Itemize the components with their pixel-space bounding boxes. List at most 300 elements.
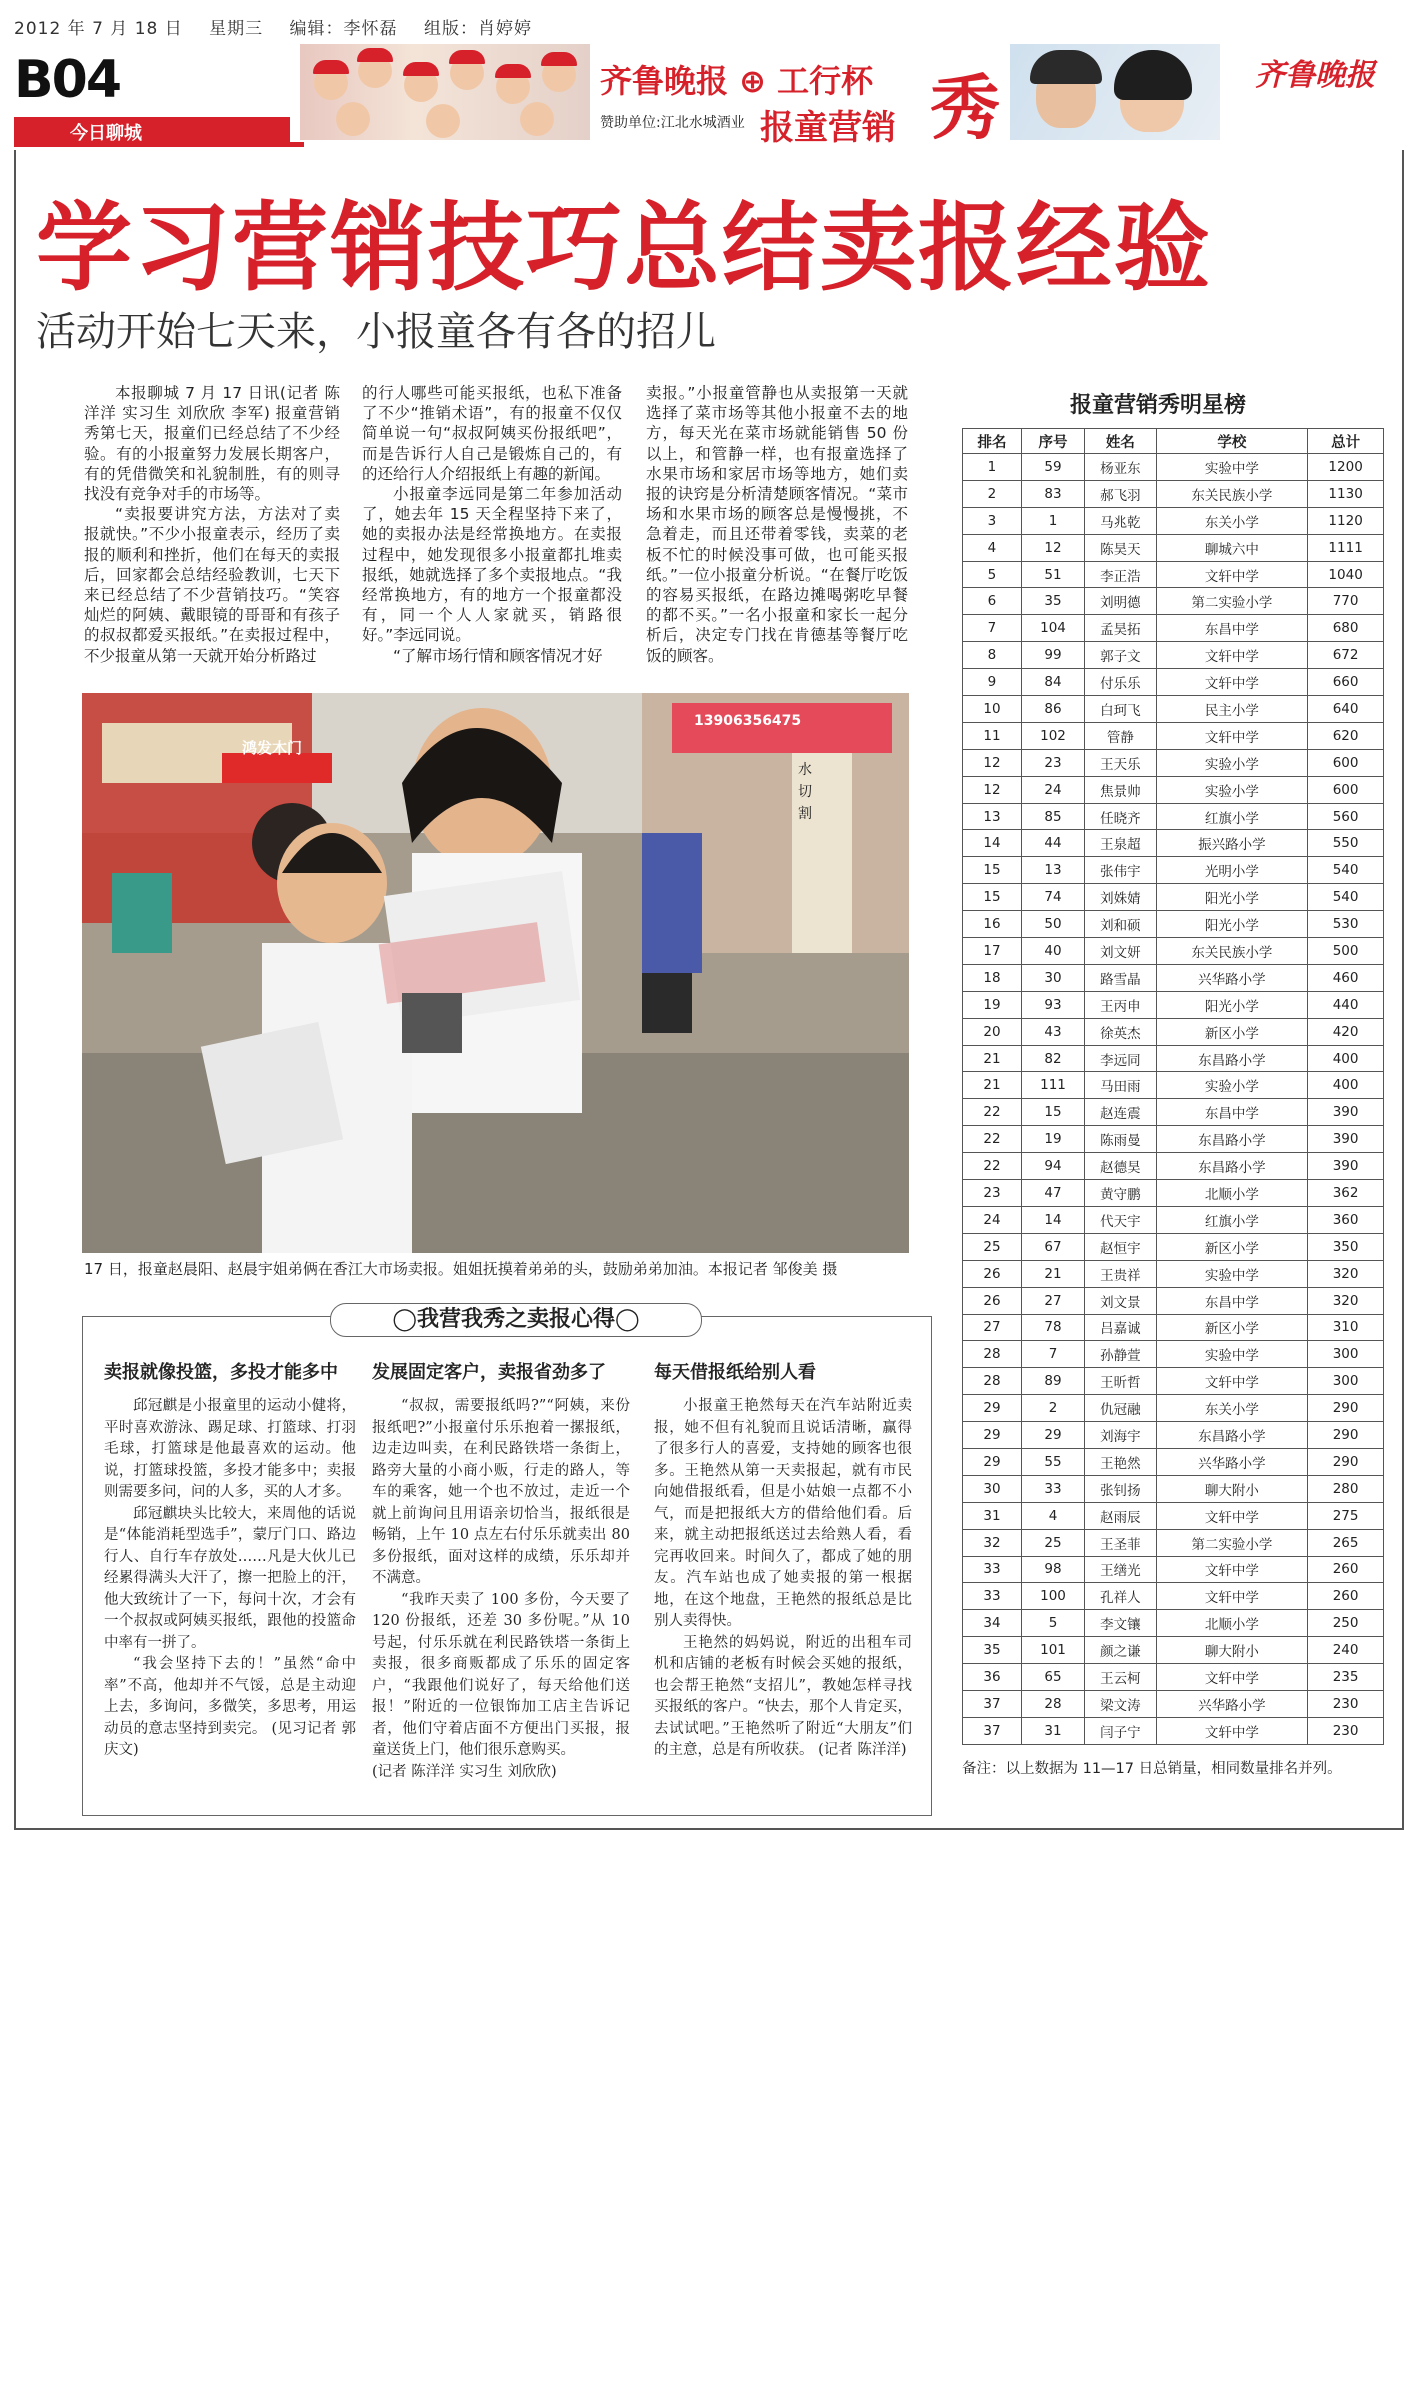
table-cell: 文轩中学 [1156, 1556, 1308, 1583]
table-cell: 540 [1308, 884, 1384, 911]
table-cell: 9 [963, 669, 1022, 696]
table-row [963, 1717, 1384, 1744]
table-cell: 阳光小学 [1156, 991, 1308, 1018]
table-row [963, 1448, 1384, 1475]
photo-vertical-sign: 水 切 割 [798, 762, 812, 822]
banner-kids-photo [300, 44, 590, 140]
table-cell: 36 [963, 1664, 1022, 1691]
article-paragraph: 的行人哪些可能买报纸，也私下准备了不少“推销术语”，有的报童不仅仅简单说一句“叔叔阿姨买份报纸吧”，而是告诉行人自己是锻炼自己的，有的还给行人介绍报纸上有趣的新闻。 [362, 384, 622, 483]
table-cell: 25 [1021, 1529, 1084, 1556]
table-cell: 15 [1021, 1099, 1084, 1126]
table-cell: 23 [1021, 749, 1084, 776]
table-cell: 12 [963, 749, 1022, 776]
article-paragraph: “卖报要讲究方法，方法对了卖报就快。”不少小报童表示，经历了卖报的顺利和挫折，他们在每天的卖报后，回家都会总结经验教训，七天下来已经总结了不少营销技巧。“笑容灿烂的阿姨、戴眼镜的哥哥和有孩子的叔叔都爱买报纸。”在卖报过程中，不少报童从第一天就开始分析路过 [84, 505, 340, 665]
table-cell: 350 [1308, 1233, 1384, 1260]
table-row [963, 991, 1384, 1018]
box-paragraph: 邱冠麒是小报童里的运动小健将，平时喜欢游泳、踢足球、打篮球、打羽毛球，打篮球是他最喜欢的运动。他说，打篮球投篮，多投才能多中；卖报则需要多问，问的人多，买的人才多。 [104, 1398, 356, 1500]
table-cell: 赵雨辰 [1085, 1502, 1157, 1529]
table-cell: 600 [1308, 749, 1384, 776]
table-cell: 张伟宇 [1085, 857, 1157, 884]
table-cell: 620 [1308, 722, 1384, 749]
table-cell: 实验中学 [1156, 454, 1308, 481]
section-bar [14, 117, 304, 147]
table-cell: 35 [1021, 588, 1084, 615]
table-cell: 600 [1308, 776, 1384, 803]
table-cell: 东昌路小学 [1156, 1045, 1308, 1072]
table-cell: 黄守鹏 [1085, 1180, 1157, 1207]
table-cell: 500 [1308, 938, 1384, 965]
table-cell: 梁文涛 [1085, 1690, 1157, 1717]
article-paragraph: “了解市场行情和顾客情况才好 [393, 646, 603, 665]
table-cell: 21 [963, 1045, 1022, 1072]
headline: 学习营销技巧总结卖报经验 [36, 192, 1212, 304]
table-cell: 兴华路小学 [1156, 964, 1308, 991]
table-cell: 230 [1308, 1690, 1384, 1717]
table-cell: 阳光小学 [1156, 884, 1308, 911]
table-cell: 王天乐 [1085, 749, 1157, 776]
table-cell: 民主小学 [1156, 696, 1308, 723]
table-row [963, 857, 1384, 884]
table-cell: 15 [963, 857, 1022, 884]
photo-phone-sign: 13906356475 [694, 713, 802, 729]
table-cell: 文轩中学 [1156, 1502, 1308, 1529]
box-paragraph: (记者 陈洋洋 实习生 刘欣欣) [372, 1763, 557, 1780]
table-row [963, 1664, 1384, 1691]
table-row [963, 1018, 1384, 1045]
table-row [963, 830, 1384, 857]
table-cell: 390 [1308, 1126, 1384, 1153]
table-cell: 33 [963, 1583, 1022, 1610]
table-cell: 84 [1021, 669, 1084, 696]
table-cell: 24 [963, 1206, 1022, 1233]
table-row [963, 480, 1384, 507]
table-row [963, 1502, 1384, 1529]
table-cell: 362 [1308, 1180, 1384, 1207]
table-cell: 28 [963, 1368, 1022, 1395]
table-cell: 320 [1308, 1260, 1384, 1287]
banner-sponsor: 赞助单位:江北水城酒业 [600, 115, 745, 131]
table-cell: 文轩中学 [1156, 722, 1308, 749]
table-cell: 王圣菲 [1085, 1529, 1157, 1556]
section-label: 今日聊城 [70, 123, 142, 144]
table-cell: 74 [1021, 884, 1084, 911]
table-cell: 17 [963, 938, 1022, 965]
table-cell: 21 [1021, 1260, 1084, 1287]
table-cell: 实验小学 [1156, 749, 1308, 776]
table-cell: 24 [1021, 776, 1084, 803]
table-cell: 孔祥人 [1085, 1583, 1157, 1610]
box-column-2-head: 发展固定客户，卖报省劲多了 [372, 1362, 606, 1383]
table-cell: 30 [1021, 964, 1084, 991]
table-cell: 26 [963, 1260, 1022, 1287]
table-cell: 390 [1308, 1153, 1384, 1180]
table-cell: 王缮光 [1085, 1556, 1157, 1583]
table-cell: 400 [1308, 1072, 1384, 1099]
ranking-note: 备注：以上数据为 11—17 日总销量，相同数量排名并列。 [962, 1761, 1342, 1777]
table-cell: 王云柯 [1085, 1664, 1157, 1691]
table-cell: 7 [963, 615, 1022, 642]
table-cell: 10 [963, 696, 1022, 723]
table-row [963, 696, 1384, 723]
table-cell: 实验小学 [1156, 1072, 1308, 1099]
table-cell: 光明小学 [1156, 857, 1308, 884]
photo-shop-sign: 鸿发木门 [242, 739, 303, 757]
table-cell: 680 [1308, 615, 1384, 642]
article-paragraph: 卖报。”小报童管静也从卖报第一天就选择了菜市场等其他小报童不去的地方，每天光在菜市场就能销售 50 份以上，和管静一样，也有报童选择了水果市场和家居市场等地方，她们卖报的诀窍是分析清楚顾客情况。“菜市场和水果市场的顾客总是慢慢挑，不急着走，而且还带着零钱，卖菜的老板不忙的时候没事可做，也可能买报纸。”一位小报童分析说。“在餐厅吃饭的容易买报纸，在路边摊喝粥吃早餐的都不买。”一名小报童和家长一起分析后，决定专门找在肯德基等餐厅吃饭的顾客。 [646, 384, 908, 665]
banner-title: 齐鲁晚报 ⊕ 工行杯 [600, 62, 874, 100]
table-cell: 240 [1308, 1637, 1384, 1664]
table-cell: 14 [1021, 1206, 1084, 1233]
table-cell: 赵恒宇 [1085, 1233, 1157, 1260]
table-cell: 94 [1021, 1153, 1084, 1180]
table-cell: 26 [963, 1287, 1022, 1314]
banner-xiu-glyph: 秀 [930, 66, 1000, 149]
table-cell: 40 [1021, 938, 1084, 965]
table-row [963, 1072, 1384, 1099]
table-row [963, 1529, 1384, 1556]
table-cell: 99 [1021, 642, 1084, 669]
table-cell: 王泉超 [1085, 830, 1157, 857]
table-cell: 101 [1021, 1637, 1084, 1664]
table-row [963, 1637, 1384, 1664]
table-row [963, 1583, 1384, 1610]
table-cell: 89 [1021, 1368, 1084, 1395]
table-row [963, 1690, 1384, 1717]
table-cell: 北顺小学 [1156, 1180, 1308, 1207]
table-row [963, 911, 1384, 938]
table-cell: 25 [963, 1233, 1022, 1260]
issue-date: 2012 年 7 月 18 日 [14, 19, 183, 39]
table-cell: 550 [1308, 830, 1384, 857]
table-cell: 2 [963, 480, 1022, 507]
table-cell: 6 [963, 588, 1022, 615]
table-cell: 马田雨 [1085, 1072, 1157, 1099]
table-cell: 颜之谦 [1085, 1637, 1157, 1664]
box-paragraph: 王艳然的妈妈说，附近的出租车司机和店铺的老板有时候会买她的报纸，也会帮王艳然“支招儿”，教她怎样寻找买报纸的客户。“快去，那个人肯定买，去试试吧。”王艳然听了附近“大朋友”们的主意，总是有所收获。 (记者 陈洋洋) [654, 1634, 912, 1758]
table-cell: 白珂飞 [1085, 696, 1157, 723]
table-cell: 马兆乾 [1085, 507, 1157, 534]
table-cell: 460 [1308, 964, 1384, 991]
table-cell: 聊城六中 [1156, 534, 1308, 561]
table-cell: 王昕哲 [1085, 1368, 1157, 1395]
table-cell: 20 [963, 1018, 1022, 1045]
table-cell: 640 [1308, 696, 1384, 723]
box-paragraph: “我昨天卖了 100 多份，今天要了 120 份报纸，还差 30 多份呢。”从 10 号起，付乐乐就在利民路铁塔一条街上卖报，很多商贩都成了乐乐的固定客户，“我跟他们说好了，每天给他们送报！”附近的一位银饰加工店主告诉记者，他们守着店面不方便出门买报，报童送货上门，他们很乐意购买。 [372, 1591, 630, 1758]
table-cell: 兴华路小学 [1156, 1448, 1308, 1475]
table-cell: 560 [1308, 803, 1384, 830]
photo-caption: 17 日，报童赵晨阳、赵晨宇姐弟俩在香江大市场卖报。姐姐抚摸着弟弟的头，鼓励弟弟加油。本报记者 邹俊美 摄 [84, 1260, 838, 1278]
table-cell: 东关小学 [1156, 1395, 1308, 1422]
table-cell: 390 [1308, 1099, 1384, 1126]
table-cell: 22 [963, 1099, 1022, 1126]
table-cell: 孟昊拓 [1085, 615, 1157, 642]
table-row [963, 776, 1384, 803]
table-cell: 红旗小学 [1156, 1206, 1308, 1233]
article-column-2 [362, 383, 622, 666]
table-cell: 实验中学 [1156, 1341, 1308, 1368]
table-row [963, 1180, 1384, 1207]
table-cell: 红旗小学 [1156, 803, 1308, 830]
table-cell: 文轩中学 [1156, 642, 1308, 669]
table-cell: 32 [963, 1529, 1022, 1556]
table-cell: 265 [1308, 1529, 1384, 1556]
layout-credit: 组版：肖婷婷 [423, 19, 532, 39]
table-cell: 420 [1308, 1018, 1384, 1045]
table-cell: 29 [963, 1422, 1022, 1449]
table-cell: 29 [963, 1448, 1022, 1475]
table-cell: 250 [1308, 1610, 1384, 1637]
ranking-title: 报童营销秀明星榜 [1070, 393, 1247, 418]
banner-children-photo [1010, 44, 1220, 140]
table-cell: 37 [963, 1717, 1022, 1744]
article-paragraph: 小报童李远同是第二年参加活动了，她去年 15 天全程坚持下来了，她的卖报办法是经常换地方。在卖报过程中，她发现很多小报童都扎堆卖报纸，她就选择了多个卖报地点。“我经常换地方，有的地方一个报童都没有，同一个人人家就买，销路很好。”李远同说。 [362, 485, 622, 645]
table-row [963, 642, 1384, 669]
table-cell: 770 [1308, 588, 1384, 615]
box-paragraph: “我会坚持下去的！”虽然“命中率”不高，他却并不气馁，总是主动迎上去，多询问，多微笑，多思考，用运动员的意志坚持到卖完。 (见习记者 郭庆文) [104, 1656, 356, 1758]
table-row [963, 964, 1384, 991]
table-cell: 23 [963, 1180, 1022, 1207]
table-cell: 新区小学 [1156, 1018, 1308, 1045]
table-row [963, 749, 1384, 776]
article-column-1 [84, 383, 340, 666]
table-cell: 1111 [1308, 534, 1384, 561]
table-cell: 280 [1308, 1475, 1384, 1502]
newspaper-logo: 齐鲁晚报 [1255, 58, 1375, 93]
table-cell: 代天宇 [1085, 1206, 1157, 1233]
table-cell: 李正浩 [1085, 561, 1157, 588]
ranking-header-cell: 姓名 [1085, 429, 1157, 454]
table-cell: 北顺小学 [1156, 1610, 1308, 1637]
table-cell: 55 [1021, 1448, 1084, 1475]
news-photo [82, 693, 909, 1253]
table-cell: 4 [1021, 1502, 1084, 1529]
ranking-header-cell: 排名 [963, 429, 1022, 454]
table-cell: 78 [1021, 1314, 1084, 1341]
table-cell: 聊大附小 [1156, 1475, 1308, 1502]
table-cell: 王贵祥 [1085, 1260, 1157, 1287]
weekday: 星期三 [209, 19, 264, 39]
table-cell: 33 [963, 1556, 1022, 1583]
table-cell: 18 [963, 964, 1022, 991]
table-cell: 530 [1308, 911, 1384, 938]
news-photo-drawing [82, 693, 909, 1253]
table-row [963, 938, 1384, 965]
table-cell: 文轩中学 [1156, 1664, 1308, 1691]
table-cell: 31 [1021, 1717, 1084, 1744]
table-cell: 43 [1021, 1018, 1084, 1045]
table-cell: 实验中学 [1156, 1260, 1308, 1287]
table-cell: 路雪晶 [1085, 964, 1157, 991]
table-cell: 660 [1308, 669, 1384, 696]
table-cell: 28 [1021, 1690, 1084, 1717]
table-cell: 11 [963, 722, 1022, 749]
table-cell: 22 [963, 1126, 1022, 1153]
table-cell: 300 [1308, 1368, 1384, 1395]
table-cell: 400 [1308, 1045, 1384, 1072]
table-cell: 28 [963, 1341, 1022, 1368]
table-cell: 15 [963, 884, 1022, 911]
table-cell: 杨亚东 [1085, 454, 1157, 481]
table-cell: 郭子文 [1085, 642, 1157, 669]
table-cell: 1200 [1308, 454, 1384, 481]
table-cell: 31 [963, 1502, 1022, 1529]
table-cell: 16 [963, 911, 1022, 938]
table-cell: 王丙申 [1085, 991, 1157, 1018]
table-cell: 260 [1308, 1556, 1384, 1583]
table-cell: 东昌路小学 [1156, 1153, 1308, 1180]
table-cell: 47 [1021, 1180, 1084, 1207]
table-row [963, 1126, 1384, 1153]
table-cell: 仇冠融 [1085, 1395, 1157, 1422]
table-cell: 85 [1021, 803, 1084, 830]
table-row [963, 803, 1384, 830]
box-column-3-head: 每天借报纸给别人看 [654, 1362, 816, 1383]
table-cell: 67 [1021, 1233, 1084, 1260]
table-cell: 260 [1308, 1583, 1384, 1610]
table-cell: 12 [963, 776, 1022, 803]
table-cell: 13 [963, 803, 1022, 830]
table-cell: 13 [1021, 857, 1084, 884]
box-column-1-head: 卖报就像投篮，多投才能多中 [104, 1362, 338, 1383]
page-code: B04 [14, 50, 120, 110]
dateline [14, 14, 552, 39]
table-cell: 86 [1021, 696, 1084, 723]
table-cell: 任晓齐 [1085, 803, 1157, 830]
table-cell: 吕嘉诚 [1085, 1314, 1157, 1341]
table-cell: 290 [1308, 1422, 1384, 1449]
table-row [963, 884, 1384, 911]
table-cell: 刘海宇 [1085, 1422, 1157, 1449]
table-cell: 阳光小学 [1156, 911, 1308, 938]
box-paragraph: 邱冠麒块头比较大，来周他的话说是“体能消耗型选手”，蒙厅门口、路边行人、自行车存放处……凡是大伙儿已经累得满头大汗了，擦一把脸上的汗，他大致统计了一下，每问十次，才会有一个叔叔或阿姨买报纸，跟他的投篮命中率有一拼了。 [104, 1505, 356, 1651]
table-cell: 93 [1021, 991, 1084, 1018]
table-cell: 37 [963, 1690, 1022, 1717]
table-cell: 闫子宁 [1085, 1717, 1157, 1744]
table-cell: 文轩中学 [1156, 1583, 1308, 1610]
table-cell: 刘明德 [1085, 588, 1157, 615]
table-cell: 235 [1308, 1664, 1384, 1691]
box-column-2 [372, 1396, 630, 1783]
table-cell: 29 [1021, 1422, 1084, 1449]
table-row [963, 615, 1384, 642]
table-row [963, 1341, 1384, 1368]
table-row [963, 1395, 1384, 1422]
table-row [963, 1153, 1384, 1180]
table-cell: 672 [1308, 642, 1384, 669]
table-cell: 3 [963, 507, 1022, 534]
table-cell: 刘姝婧 [1085, 884, 1157, 911]
table-cell: 50 [1021, 911, 1084, 938]
table-cell: 320 [1308, 1287, 1384, 1314]
table-cell: 275 [1308, 1502, 1384, 1529]
table-row [963, 1368, 1384, 1395]
table-row [963, 1287, 1384, 1314]
table-cell: 王艳然 [1085, 1448, 1157, 1475]
table-cell: 第二实验小学 [1156, 1529, 1308, 1556]
table-cell: 29 [963, 1395, 1022, 1422]
ranking-header-cell: 序号 [1021, 429, 1084, 454]
table-row [963, 1206, 1384, 1233]
table-cell: 徐英杰 [1085, 1018, 1157, 1045]
table-cell: 刘和硕 [1085, 911, 1157, 938]
table-row [963, 1610, 1384, 1637]
table-cell: 98 [1021, 1556, 1084, 1583]
table-cell: 刘文景 [1085, 1287, 1157, 1314]
table-cell: 44 [1021, 830, 1084, 857]
table-cell: 新区小学 [1156, 1233, 1308, 1260]
article-paragraph: 本报聊城 7 月 17 日讯(记者 陈洋洋 实习生 刘欣欣 李军) 报童营销秀第七天，报童们已经总结了不少经验。有的小报童努力发展长期客户，有的凭借微笑和礼貌制胜，有的则寻找没有竞争对手的市场等。 [84, 384, 340, 504]
ranking-header-cell: 总计 [1308, 429, 1384, 454]
table-cell: 65 [1021, 1664, 1084, 1691]
table-row [963, 1422, 1384, 1449]
table-cell: 东昌中学 [1156, 615, 1308, 642]
table-row [963, 1556, 1384, 1583]
table-cell: 兴华路小学 [1156, 1690, 1308, 1717]
table-cell: 300 [1308, 1341, 1384, 1368]
table-cell: 21 [963, 1072, 1022, 1099]
ranking-header-cell: 学校 [1156, 429, 1308, 454]
table-cell: 35 [963, 1637, 1022, 1664]
table-cell: 5 [963, 561, 1022, 588]
table-cell: 东昌路小学 [1156, 1422, 1308, 1449]
table-cell: 82 [1021, 1045, 1084, 1072]
table-cell: 东关小学 [1156, 507, 1308, 534]
table-cell: 东昌中学 [1156, 1287, 1308, 1314]
table-cell: 付乐乐 [1085, 669, 1157, 696]
table-cell: 陈雨曼 [1085, 1126, 1157, 1153]
table-cell: 102 [1021, 722, 1084, 749]
table-cell: 李远同 [1085, 1045, 1157, 1072]
table-cell: 12 [1021, 534, 1084, 561]
table-cell: 东关民族小学 [1156, 938, 1308, 965]
table-cell: 孙静萱 [1085, 1341, 1157, 1368]
table-row [963, 507, 1384, 534]
editor-credit: 编辑：李怀磊 [289, 19, 398, 39]
table-row [963, 454, 1384, 481]
table-cell: 1130 [1308, 480, 1384, 507]
banner-event-name: 报童营销 [760, 108, 896, 148]
table-cell: 440 [1308, 991, 1384, 1018]
table-cell: 东关民族小学 [1156, 480, 1308, 507]
table-cell: 8 [963, 642, 1022, 669]
table-cell: 290 [1308, 1448, 1384, 1475]
ranking-table [962, 428, 1384, 1745]
article-column-3 [646, 383, 908, 666]
table-cell: 张钊扬 [1085, 1475, 1157, 1502]
table-cell: 4 [963, 534, 1022, 561]
table-cell: 郝飞羽 [1085, 480, 1157, 507]
table-cell: 111 [1021, 1072, 1084, 1099]
table-cell: 1 [963, 454, 1022, 481]
table-cell: 第二实验小学 [1156, 588, 1308, 615]
table-row [963, 669, 1384, 696]
table-cell: 振兴路小学 [1156, 830, 1308, 857]
table-cell: 刘文妍 [1085, 938, 1157, 965]
table-row [963, 1099, 1384, 1126]
box-paragraph: 小报童王艳然每天在汽车站附近卖报，她不但有礼貌而且说话清晰，赢得了很多行人的喜爱，支持她的顾客也很多。王艳然从第一天卖报起，就有市民向她借报纸看，但是小姑娘一点都不小气，而是把报纸大方的借给他们看。后来，就主动把报纸送过去给熟人看，看完再收回来。时间久了，都成了她的朋友。汽车站也成了她卖报的第一根据地，在这个地盘，王艳然的报纸总是比别人卖得快。 [654, 1398, 912, 1629]
table-cell: 文轩中学 [1156, 669, 1308, 696]
table-cell: 5 [1021, 1610, 1084, 1637]
table-cell: 聊大附小 [1156, 1637, 1308, 1664]
table-cell: 1040 [1308, 561, 1384, 588]
table-cell: 东昌中学 [1156, 1099, 1308, 1126]
ranking-header-row [963, 429, 1384, 454]
table-cell: 2 [1021, 1395, 1084, 1422]
table-cell: 文轩中学 [1156, 1368, 1308, 1395]
table-cell: 310 [1308, 1314, 1384, 1341]
box-column-3 [654, 1396, 912, 1762]
table-row [963, 1045, 1384, 1072]
